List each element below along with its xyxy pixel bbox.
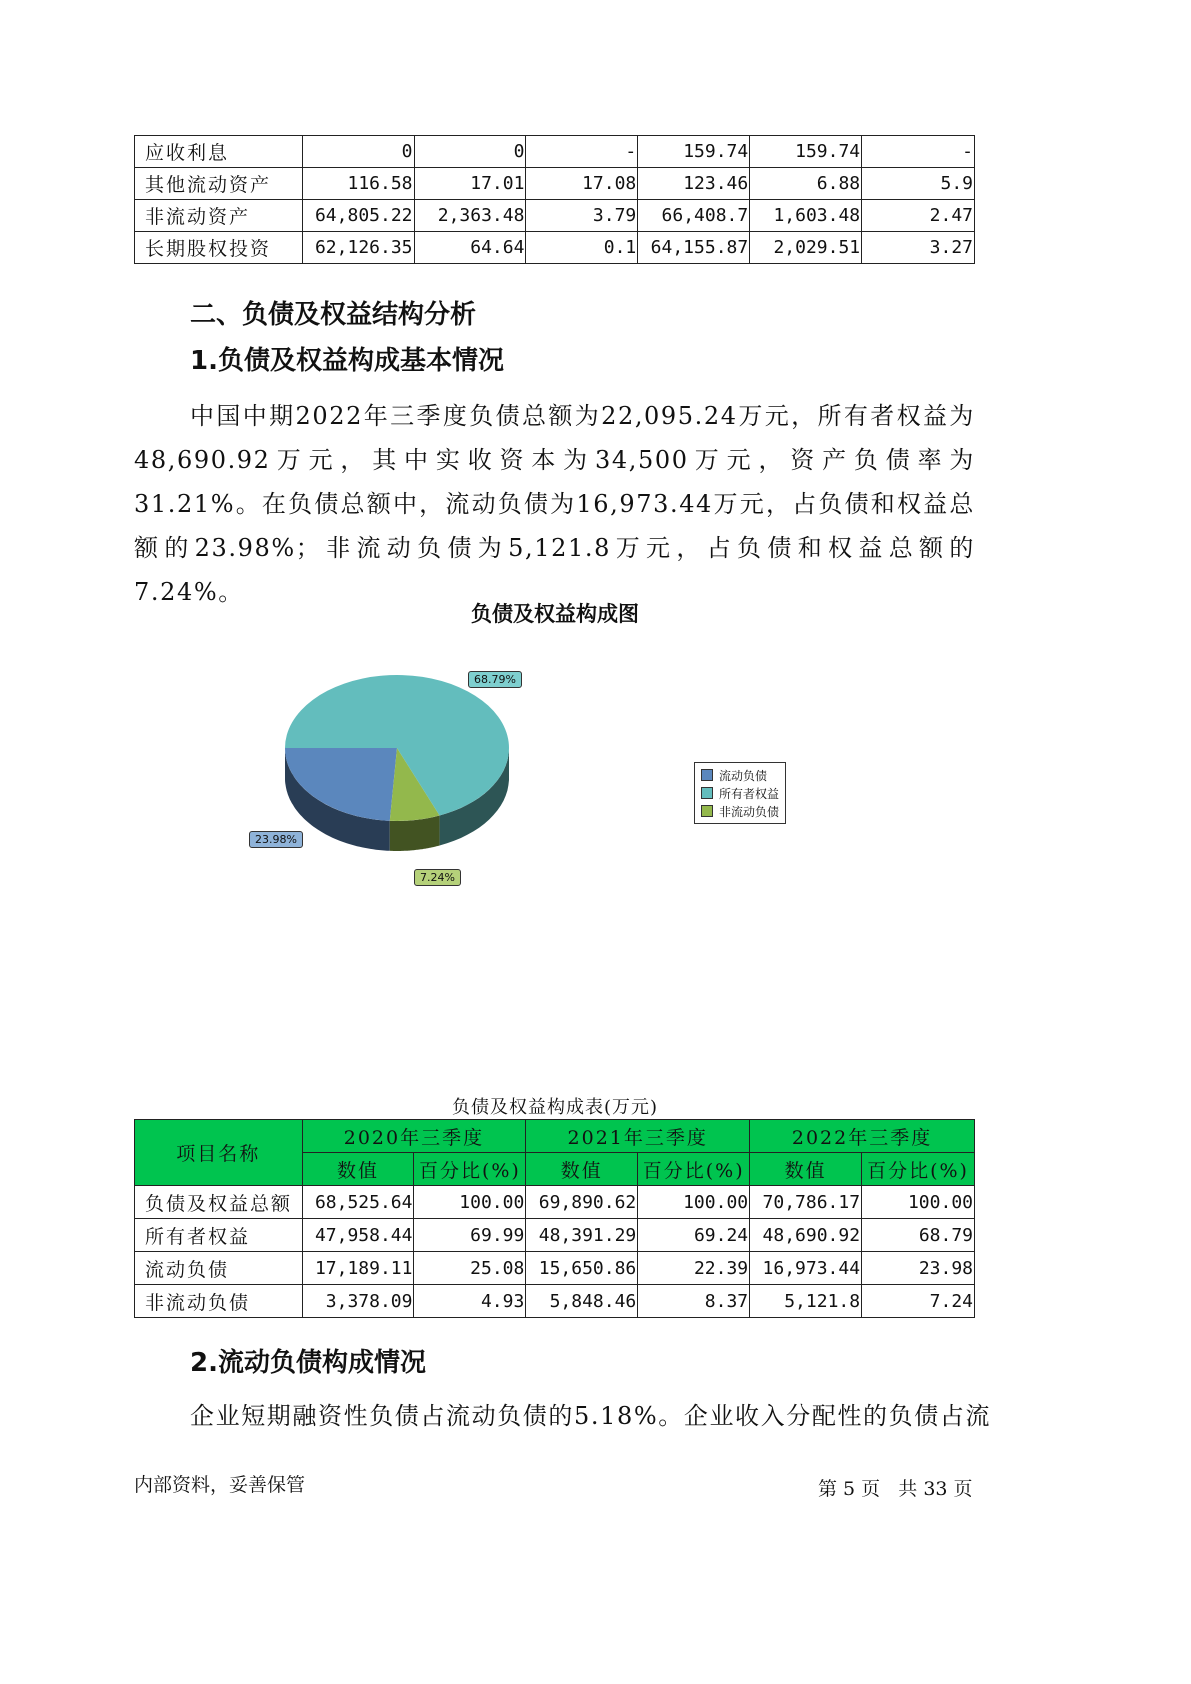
paragraph-liabilities: 中国中期2022年三季度负债总额为22,095.24万元，所有者权益为48,690.92万元，其中实收资本为34,500万元，资产负债率为31.21%。在负债总额中，流动负债为16,973.44万元，占负债和权益总额的23.98%；非流动负债为5,121.8万元，占负债和权益总额的7.24%。 — [134, 402, 975, 606]
asset-table — [134, 135, 975, 264]
cell-value: 7.24 — [862, 1285, 975, 1318]
cell-value: 159.74 — [638, 136, 750, 168]
row-label: 其他流动资产 — [135, 168, 303, 200]
legend-item-equity: 所有者权益 — [701, 784, 779, 802]
cell-value: 15,650.86 — [526, 1252, 638, 1285]
cell-value: 48,690.92 — [750, 1219, 862, 1252]
cell-value: 2,363.48 — [414, 200, 526, 232]
cell-value: 116.58 — [302, 168, 414, 200]
cell-value: 48,391.29 — [526, 1219, 638, 1252]
chart-title: 负债及权益构成图 — [471, 602, 639, 626]
cell-value: 100.00 — [862, 1186, 975, 1219]
cell-value: 5,848.46 — [526, 1285, 638, 1318]
row-label: 非流动资产 — [135, 200, 303, 232]
pie-label-current: 23.98% — [249, 831, 303, 848]
row-label: 长期股权投资 — [135, 232, 303, 264]
cell-value: 100.00 — [414, 1186, 526, 1219]
cell-value: 2,029.51 — [750, 232, 862, 264]
cell-value: 3,378.09 — [302, 1285, 414, 1318]
header-percent: 百分比(%) — [862, 1153, 975, 1186]
cell-value: 17.01 — [414, 168, 526, 200]
table-row — [135, 1186, 975, 1219]
subsection-heading-2: 2.流动负债构成情况 — [190, 1348, 426, 1378]
cell-value: 4.93 — [414, 1285, 526, 1318]
cell-value: 17,189.11 — [302, 1252, 414, 1285]
cell-value: 0.1 — [526, 232, 638, 264]
cell-value: 68,525.64 — [302, 1186, 414, 1219]
table-row — [135, 1252, 975, 1285]
cell-value: 64,155.87 — [638, 232, 750, 264]
table-caption: 负债及权益构成表(万元) — [451, 1097, 659, 1118]
cell-value: 2.47 — [862, 200, 975, 232]
structure-table — [134, 1119, 975, 1318]
cell-value: 47,958.44 — [302, 1219, 414, 1252]
cell-value: 69,890.62 — [526, 1186, 638, 1219]
cell-value: 1,603.48 — [750, 200, 862, 232]
cell-value: 3.79 — [526, 200, 638, 232]
section-heading: 二、负债及权益结构分析 — [190, 300, 477, 330]
cell-value: 22.39 — [638, 1252, 750, 1285]
cell-value: 69.99 — [414, 1219, 526, 1252]
table-row — [135, 232, 975, 264]
row-label: 流动负债 — [135, 1252, 303, 1285]
cell-value: 62,126.35 — [302, 232, 414, 264]
cell-value: 17.08 — [526, 168, 638, 200]
cell-value: 0 — [302, 136, 414, 168]
pie-chart — [240, 660, 560, 900]
row-label: 非流动负债 — [135, 1285, 303, 1318]
table-row — [135, 200, 975, 232]
cell-value: 5,121.8 — [750, 1285, 862, 1318]
header-year-2020: 2020年三季度 — [302, 1120, 526, 1153]
cell-value: 70,786.17 — [750, 1186, 862, 1219]
header-value: 数值 — [526, 1153, 638, 1186]
subsection-heading-1: 1.负债及权益构成基本情况 — [190, 346, 504, 376]
header-item-name: 项目名称 — [135, 1120, 303, 1186]
table-row — [135, 168, 975, 200]
header-year-2022: 2022年三季度 — [750, 1120, 975, 1153]
cell-value: 16,973.44 — [750, 1252, 862, 1285]
cell-value: 66,408.7 — [638, 200, 750, 232]
pie-label-noncurrent: 7.24% — [414, 869, 461, 886]
footer-page-number: 第 5 页 共 33 页 — [818, 1478, 973, 1500]
table-row — [135, 1285, 975, 1318]
cell-value: 100.00 — [638, 1186, 750, 1219]
chart-legend — [694, 762, 786, 824]
table-row — [135, 1219, 975, 1252]
header-value: 数值 — [302, 1153, 414, 1186]
header-percent: 百分比(%) — [414, 1153, 526, 1186]
paragraph-current-liabilities: 企业短期融资性负债占流动负债的5.18%。企业收入分配性的负债占流 — [190, 1402, 992, 1430]
cell-value: 8.37 — [638, 1285, 750, 1318]
legend-item-current: 流动负债 — [701, 766, 779, 784]
cell-value: 6.88 — [750, 168, 862, 200]
header-year-2021: 2021年三季度 — [526, 1120, 750, 1153]
footer-left: 内部资料，妥善保管 — [134, 1474, 306, 1496]
cell-value: 5.9 — [862, 168, 975, 200]
header-value: 数值 — [750, 1153, 862, 1186]
cell-value: 25.08 — [414, 1252, 526, 1285]
cell-value: - — [526, 136, 638, 168]
row-label: 负债及权益总额 — [135, 1186, 303, 1219]
cell-value: 68.79 — [862, 1219, 975, 1252]
cell-value: 0 — [414, 136, 526, 168]
table-row — [135, 136, 975, 168]
cell-value: 23.98 — [862, 1252, 975, 1285]
cell-value: 69.24 — [638, 1219, 750, 1252]
cell-value: 64,805.22 — [302, 200, 414, 232]
legend-item-noncurrent: 非流动负债 — [701, 802, 779, 820]
row-label: 应收利息 — [135, 136, 303, 168]
cell-value: 123.46 — [638, 168, 750, 200]
cell-value: - — [862, 136, 975, 168]
cell-value: 3.27 — [862, 232, 975, 264]
header-percent: 百分比(%) — [638, 1153, 750, 1186]
cell-value: 159.74 — [750, 136, 862, 168]
cell-value: 64.64 — [414, 232, 526, 264]
pie-label-equity: 68.79% — [468, 671, 522, 688]
row-label: 所有者权益 — [135, 1219, 303, 1252]
